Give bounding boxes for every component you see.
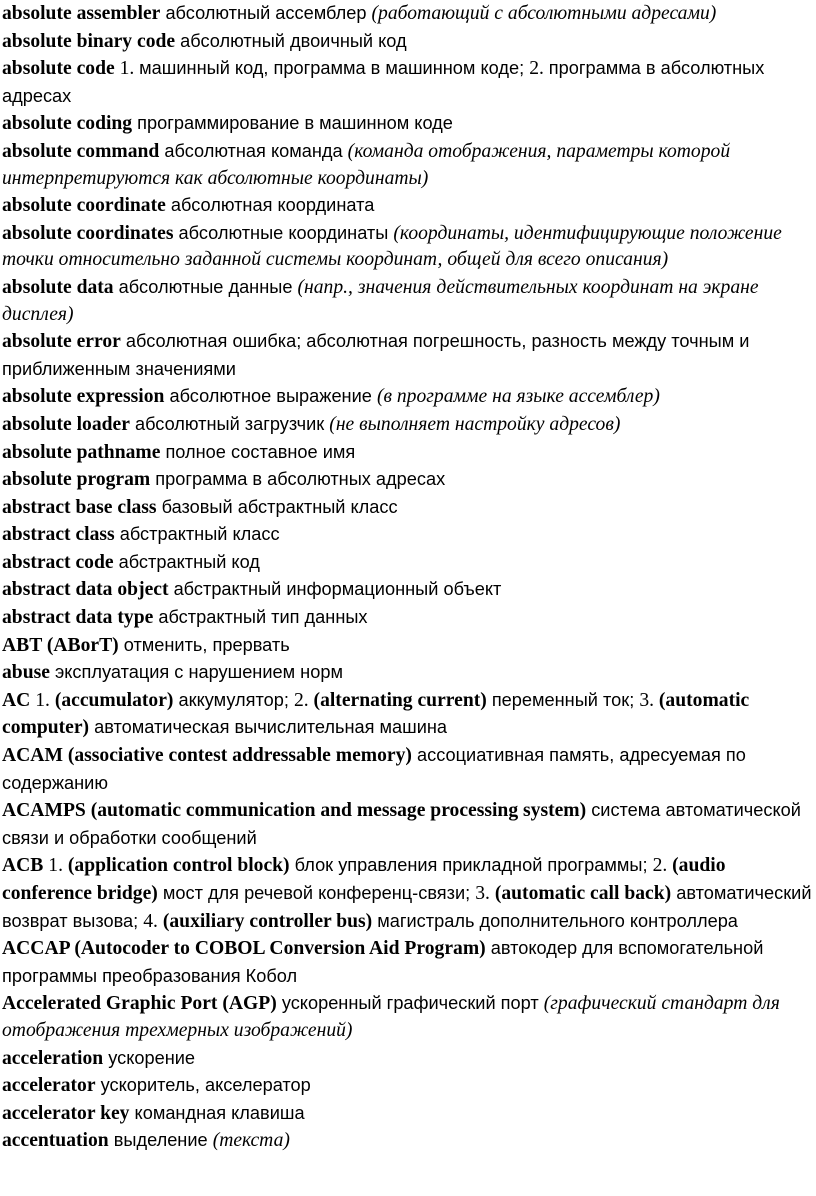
term: absolute coordinates [2, 222, 174, 244]
comment-text: (графический стандарт для отображения трехмерных изображений) [2, 993, 780, 1041]
term: (audio conference bridge) [2, 855, 726, 904]
sense-number: 2. [529, 58, 549, 80]
glossary-entry [2, 110, 814, 138]
glossary-entry [2, 439, 814, 467]
term: absolute binary code [2, 30, 176, 52]
term: absolute error [2, 331, 121, 353]
definition-text: программа в абсолютных адресах [150, 469, 446, 490]
definition-text: эксплуатация с нарушением норм [49, 662, 343, 683]
glossary-entry [2, 1127, 814, 1155]
term: absolute coordinate [2, 195, 166, 217]
comment-text: (координаты, идентифицирующие положение точки относительно заданной системы координат, общей для всего описания) [2, 222, 782, 271]
term: abstract data type [2, 607, 154, 629]
term: accentuation [2, 1130, 109, 1152]
glossary-entry [2, 521, 814, 549]
term: absolute pathname [2, 441, 161, 463]
glossary-entry [2, 990, 814, 1044]
glossary-entry [2, 28, 814, 56]
definition-text: система автоматической связи и обработки сообщений [2, 800, 801, 848]
term: ABT (ABorT) [2, 634, 119, 656]
term: ACB [2, 855, 44, 877]
term: (alternating current) [313, 689, 487, 711]
glossary-entry [2, 494, 814, 522]
definition-text: абсолютная ошибка; абсолютная погрешность, разность между точным и приближенным значениями [2, 331, 750, 379]
definition-text: абсолютные координаты [173, 222, 394, 243]
glossary-entry [2, 604, 814, 632]
definition-text: автоматическая вычислительная машина [89, 717, 448, 738]
term: Accelerated Graphic Port (AGP) [2, 993, 277, 1015]
term: (auxiliary controller bus) [162, 910, 373, 932]
comment-text: (работающий с абсолютными адресами) [371, 3, 717, 24]
comment-text: (текста) [212, 1130, 290, 1152]
comment-text: (напр., значения действительных координат на экране дисплея) [2, 276, 759, 325]
definition-text: ускоренный графический порт [276, 993, 544, 1014]
definition-text: автоматический возврат вызова; [2, 883, 812, 931]
definition-text: абстрактный класс [114, 524, 280, 545]
definition-text: абстрактный код [113, 551, 260, 572]
comment-text: (не выполняет настройку адресов) [329, 413, 621, 435]
term: absolute coding [2, 113, 133, 135]
definition-text: абсолютный двоичный код [175, 30, 407, 51]
definition-text: автокодер для вспомогательной программы преобразования Кобол [2, 938, 764, 986]
sense-number: 3. [639, 689, 659, 711]
term: abstract code [2, 551, 114, 573]
definition-text: отменить, прервать [118, 634, 290, 655]
term: (accumulator) [54, 689, 174, 711]
sense-number: 1. [30, 689, 55, 711]
term: absolute data [2, 276, 114, 298]
glossary-entry [2, 852, 814, 935]
definition-text: абсолютная координата [165, 195, 375, 216]
term: absolute loader [2, 413, 130, 435]
glossary-entry [2, 935, 814, 990]
definition-text: абсолютная команда [159, 140, 348, 161]
term: abstract class [2, 524, 115, 546]
definition-text: полное составное имя [160, 441, 356, 462]
definition-text: аккумулятор; [173, 689, 294, 710]
glossary-entry [2, 1100, 814, 1128]
definition-text: базовый абстрактный класс [156, 496, 398, 517]
glossary-entry [2, 659, 814, 687]
term: absolute command [2, 140, 160, 162]
comment-text: (в программе на языке ассемблер) [376, 386, 660, 408]
glossary-entry [2, 192, 814, 220]
term: absolute code [2, 58, 115, 80]
glossary-entry [2, 797, 814, 852]
sense-number: 4. [143, 910, 163, 932]
term: absolute expression [2, 386, 165, 408]
definition-text: абсолютное выражение [164, 386, 377, 407]
glossary-entry [2, 1045, 814, 1073]
definition-text: магистраль дополнительного контроллера [372, 910, 738, 931]
definition-text: абсолютный загрузчик [129, 413, 330, 434]
definition-text: командная клавиша [129, 1102, 305, 1123]
glossary-entry [2, 220, 814, 274]
glossary-entry [2, 549, 814, 577]
definition-text: ускоритель, акселератор [95, 1075, 311, 1096]
glossary-entry [2, 55, 814, 110]
definition-text: программирование в машинном коде [132, 113, 453, 134]
sense-number: 3. [475, 883, 495, 904]
definition-text: программа в абсолютных адресах [2, 58, 765, 106]
definition-text: абстрактный тип данных [153, 607, 368, 628]
glossary-entry [2, 576, 814, 604]
glossary-entry [2, 1072, 814, 1100]
term: acceleration [2, 1047, 104, 1069]
definition-text: абсолютные данные [113, 276, 298, 297]
glossary-entry [2, 383, 814, 411]
term: accelerator [2, 1075, 96, 1097]
glossary-entry [2, 632, 814, 660]
term: abstract base class [2, 496, 157, 518]
definition-text: выделение [108, 1130, 213, 1151]
term: AC [2, 689, 31, 711]
definition-text: абстрактный информационный объект [168, 579, 502, 600]
definition-text: мост для речевой конференц-связи; [157, 883, 476, 903]
definition-text: ускорение [103, 1047, 196, 1068]
term: (automatic computer) [2, 689, 750, 739]
glossary-entry [2, 328, 814, 383]
sense-number: 2. [293, 689, 314, 711]
term: abstract data object [2, 579, 169, 601]
term: absolute assembler [2, 3, 161, 24]
definition-text: абсолютный ассемблер [160, 3, 372, 23]
definition-text: переменный ток; [486, 689, 640, 710]
term: abuse [2, 662, 50, 684]
glossary-entry [2, 0, 814, 28]
comment-text: (команда отображения, параметры которой интерпретируются как абсолютные координаты) [2, 140, 731, 189]
glossary-entry [2, 687, 814, 742]
glossary-entry [2, 466, 814, 494]
definition-text: машинный код, программа в машинном коде; [139, 58, 530, 79]
term: accelerator key [2, 1102, 130, 1124]
definition-text: ассоциативная память, адресуемая по содержанию [2, 745, 746, 793]
glossary-entry [2, 274, 814, 328]
sense-number: 2. [652, 855, 673, 877]
definition-text: блок управления прикладной программы; [289, 855, 653, 876]
glossary-entry [2, 411, 814, 439]
term: (application control block) [67, 855, 290, 877]
term: (automatic call back) [494, 883, 672, 904]
glossary-entry [2, 742, 814, 797]
sense-number: 1. [114, 58, 140, 80]
term: ACAM (associative contest addressable memory) [2, 745, 412, 767]
term: ACAMPS (automatic communication and message processing system) [2, 800, 587, 822]
glossary-entry [2, 138, 814, 192]
term: ACCAP (Autocoder to COBOL Conversion Aid Program) [2, 938, 486, 960]
sense-number: 1. [43, 855, 68, 877]
term: absolute program [2, 469, 151, 491]
